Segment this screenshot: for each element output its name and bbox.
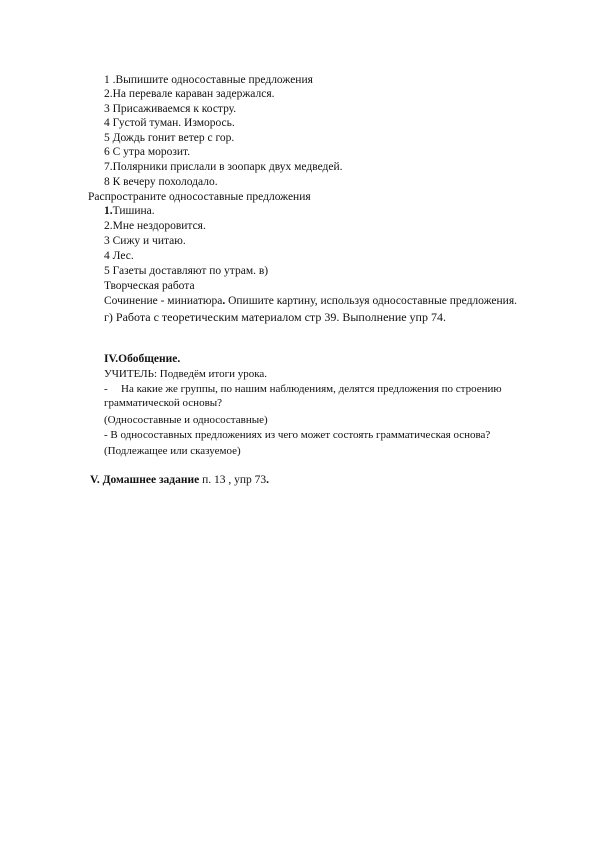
extend-sentence-5: 5 Газеты доставляют по утрам. в) [104, 265, 269, 277]
answer-2: (Подлежащее или сказуемое) [104, 445, 241, 457]
task-1-instruction: 1 .Выпишите односоставные предложения [104, 74, 313, 86]
sentence-5: 5 Дождь гонит ветер с гор. [104, 132, 235, 144]
question-1-line-1: На какие же группы, по нашим наблюдениям, делятся предложения по строению [121, 383, 502, 395]
extend-sentence-4: 4 Лес. [104, 250, 134, 262]
extend-sentence-1-text: Тишина. [112, 205, 155, 217]
extend-sentence-3: 3 Сижу и читаю. [104, 235, 186, 247]
theory-task: г) Работа с теоретическим материалом стр 39. Выполнение упр 74. [104, 310, 446, 324]
question-1-dash: - [104, 383, 108, 395]
question-2: - В односоставных предложениях из чего может состоять грамматическая основа? [104, 429, 491, 441]
extend-sentence-1 [104, 204, 155, 218]
task-2-instruction: Распространите односоставные предложения [88, 191, 311, 203]
homework-label: V. Домашнее задание [90, 474, 200, 486]
extend-sentence-2: 2.Мне нездоровится. [104, 220, 206, 232]
homework-line [90, 473, 269, 487]
composition-task [104, 294, 517, 308]
sentence-7: 7.Полярники прислали в зоопарк двух медведей. [104, 161, 343, 173]
question-1-line-2: грамматической основы? [104, 397, 223, 409]
homework-dot: . [266, 474, 270, 486]
sentence-3: 3 Присаживаемся к костру. [104, 103, 237, 115]
teacher-line: УЧИТЕЛЬ: Подведём итоги урока. [104, 368, 268, 380]
composition-dot: . [222, 295, 226, 307]
sentence-8: 8 К вечеру похолодало. [104, 176, 218, 188]
summary-heading: IV.Обобщение. [104, 353, 181, 365]
creative-work-heading: Творческая работа [104, 280, 195, 292]
answer-1: (Односоставные и односоставные) [104, 414, 268, 426]
sentence-4: 4 Густой туман. Изморось. [104, 117, 235, 129]
composition-label: Сочинение - миниатюра [104, 295, 223, 307]
sentence-2: 2.На перевале караван задержался. [104, 88, 275, 100]
extend-sentence-1-number: 1. [104, 205, 113, 217]
composition-text: Опишите картину, используя односоставные предложения. [225, 295, 517, 307]
sentence-6: 6 С утра морозит. [104, 146, 191, 158]
homework-details: п. 13 , упр 73 [199, 474, 267, 486]
